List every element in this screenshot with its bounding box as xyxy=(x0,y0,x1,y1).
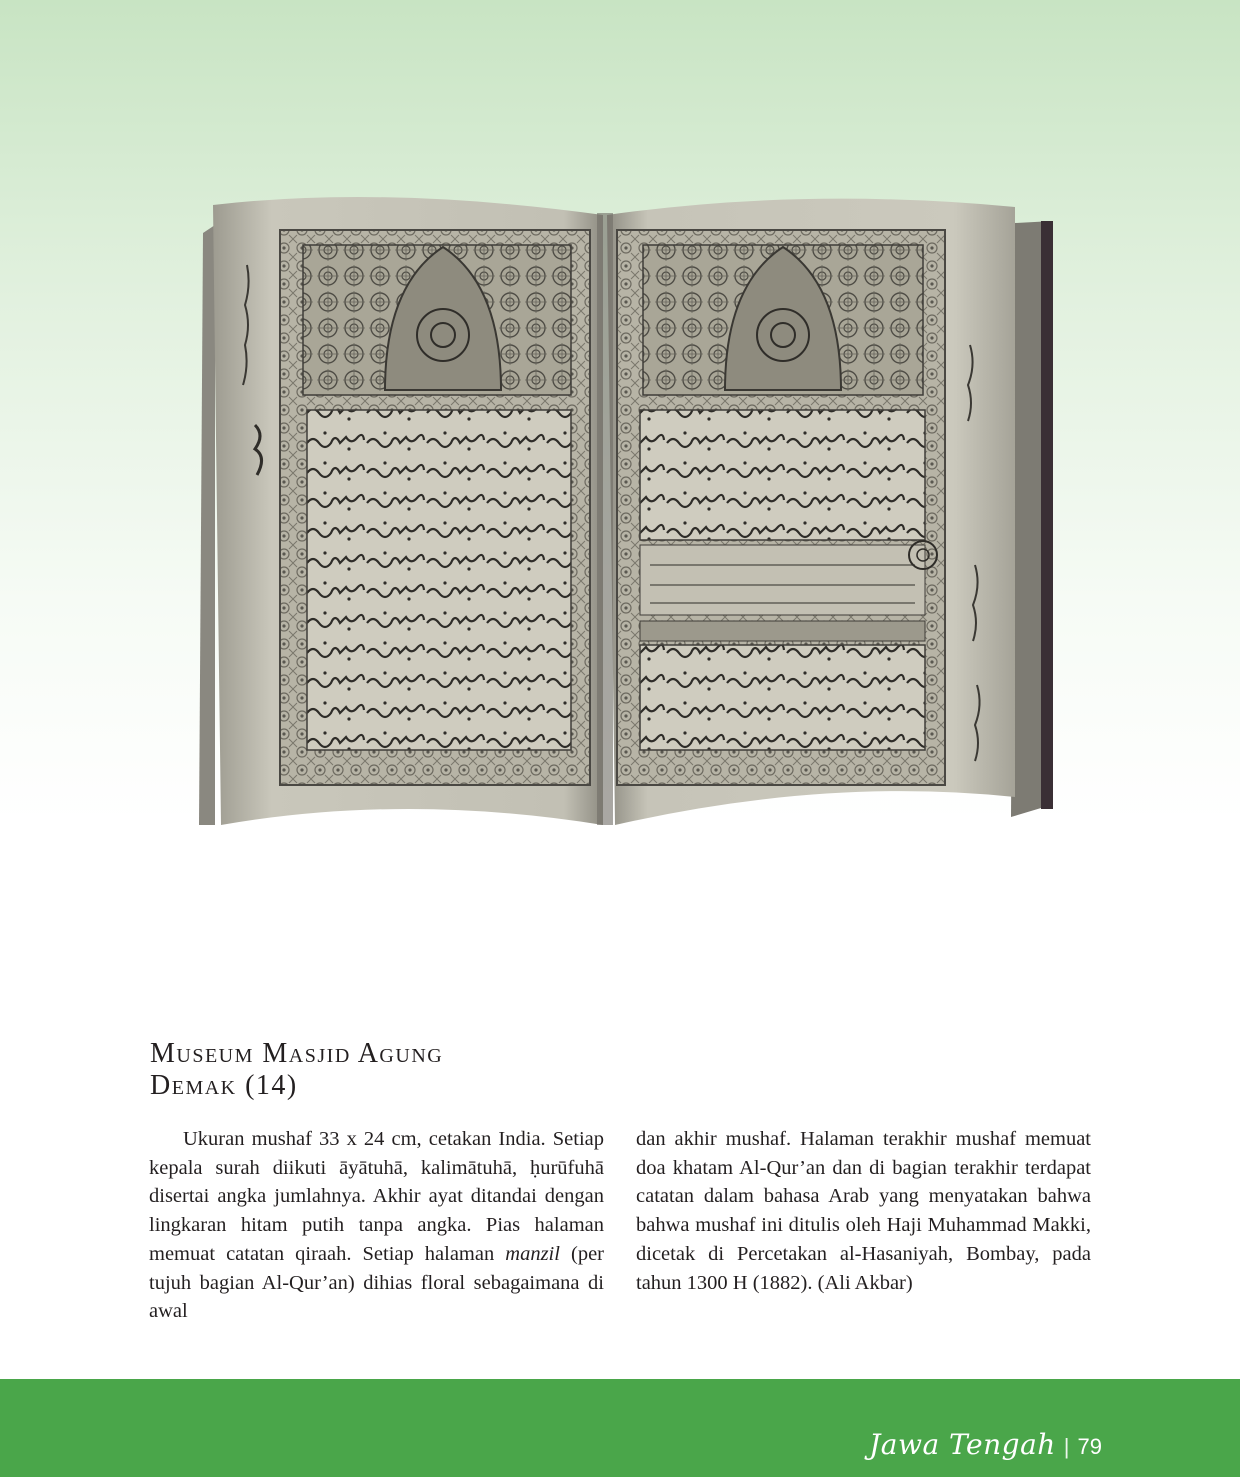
page-number: 79 xyxy=(1077,1434,1102,1459)
footer-label xyxy=(869,1428,1102,1461)
col1-italic-term: manzil xyxy=(505,1242,560,1265)
article-heading xyxy=(150,1038,650,1102)
footer-region: Jawa Tengah xyxy=(869,1428,1056,1461)
heading-line-1: Museum Masjid Agung xyxy=(150,1038,444,1069)
footer-separator: | xyxy=(1063,1434,1070,1459)
col1-text-b: (per tujuh bagian Al-Qur’an) dihias floral sebagaimana di awal xyxy=(149,1242,604,1323)
article-column-right xyxy=(636,1125,1091,1297)
article-column-left xyxy=(149,1125,604,1326)
col2-text: dan akhir mushaf. Halaman terakhir mushaf memuat doa khatam Al-Qur’an dan di bagian terakhir terdapat catatan dalam bahasa Arab yang menyatakan bahwa bahwa mushaf ini ditulis oleh Haji Muhammad Makki, dicetak di Percetakan al-Hasaniyah, Bombay, pada tahun 1300 H (1882). (Ali Akbar) xyxy=(636,1128,1091,1294)
heading-line-2: Demak (14) xyxy=(150,1070,298,1101)
open-mushaf-illustration xyxy=(185,185,1065,835)
col1-text-a: Ukuran mushaf 33 x 24 cm, cetakan India. Setiap kepala surah diikuti āyātuhā, kalimātuhā, ḥurūfuhā disertai angka jumlahnya. Akhir ayat ditandai dengan lingkaran hitam putih tanpa angka. Pias halaman memuat catatan qiraah. Setiap halaman xyxy=(149,1128,604,1265)
mushaf-photo xyxy=(185,185,1065,835)
